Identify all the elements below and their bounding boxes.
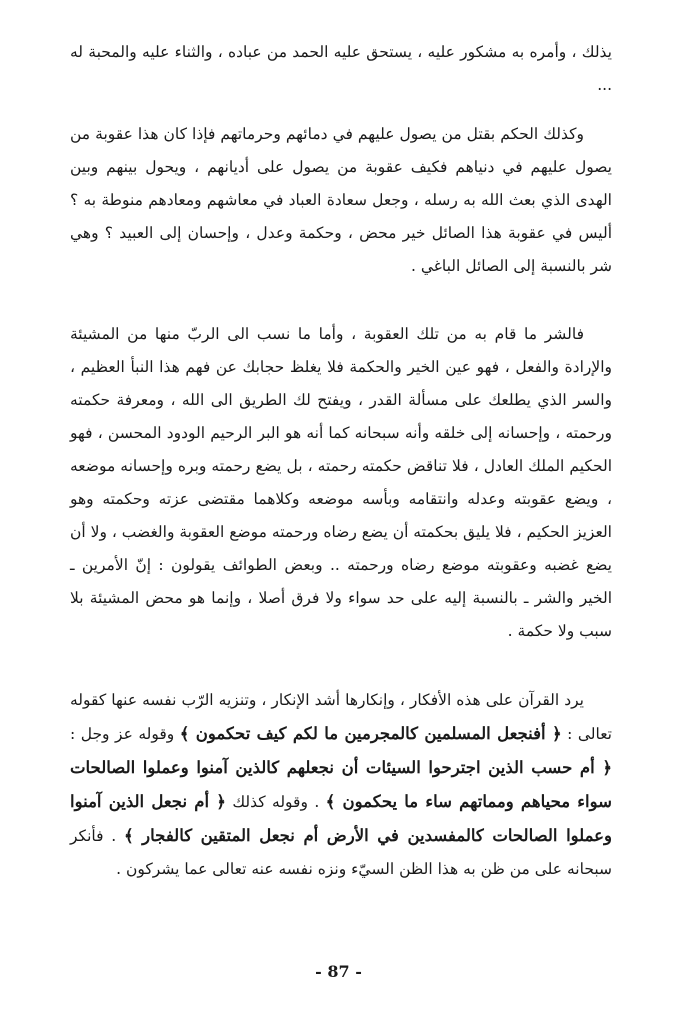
paragraph-3 — [70, 318, 612, 648]
paragraph-4 — [70, 684, 612, 886]
quran-verse-3: ﴿ أم نجعل الذين آمنوا وعملوا الصالحات كالمفسدين في الأرض أم نجعل المتقين كالفجار ﴾ — [70, 792, 612, 845]
paragraph-4-intro: يرد القرآن على هذه الأفكار ، وإنكارها أشد الإنكار ، وتنزيه الرّب نفسه عنها كقوله تعالى : — [70, 691, 613, 743]
paragraph-4-outro: . فأنكر سبحانه على من ظن به هذا الظن السيّء ونزه نفسه عنه تعالى عما يشركون . — [70, 827, 612, 878]
quran-verse-2: ﴿ أم حسب الذين اجترحوا السيئات أن نجعلهم كالذين آمنوا وعملوا الصالحات سواء محياهم ومماتهم ساء ما يحكمون ﴾ — [70, 758, 612, 811]
paragraph-4-mid-2: . وقوله كذلك — [225, 793, 326, 811]
paragraph-2 — [70, 118, 612, 283]
paragraph-4-mid-1: وقوله عز وجل : — [70, 725, 180, 743]
paragraph-3-text: فالشر ما قام به من تلك العقوبة ، وأما ما نسب الى الربّ منها من المشيئة والإرادة والفعل ، فهو عين الخير والحكمة فلا يغلظ حجابك عن فهم هذا النبأ العظيم ، والسر الذي يطلعك على مسألة القدر ، ويفتح لك الطريق الى الله ، ومعرفة حكمته ورحمته ، وإحسانه إلى خلقه وأنه سبحانه كما أنه هو البر الرحيم الودود المحسن ، فهو الحكيم الملك العادل ، فلا تناقض حكمته رحمته ، بل يضع رحمته وبره وإحسانه موضعه ، ويضع عقوبته وعدله وانتقامه وبأسه موضعه وكلاهما مقتضى عزته وحكمته وهو العزيز الحكيم ، فلا يليق بحكمته أن يضع رضاه ورحمته موضع العقوبة والغضب ، ولا أن يضع غضبه وعقوبته موضع رضاه ورحمته .. وبعض الطوائف يقولون : إنّ الأمرين ـ الخير والشر ـ بالنسبة إليه على حد سواء ولا فرق أصلا ، وإنما هو محض المشيئة بلا سبب ولا حكمة . — [69, 325, 612, 640]
quran-verse-1: ﴿ أفنجعل المسلمين كالمجرمين ما لكم كيف تحكمون ﴾ — [179, 724, 562, 743]
paragraph-1 — [70, 36, 612, 102]
paragraph-2-text: وكذلك الحكم بقتل من يصول عليهم في دمائهم وحرماتهم فإذا كان هذا عقوبة من يصول عليهم في دنياهم فكيف عقوبة من يصول على أديانهم ، ويحول بينهم وبين الهدى الذي بعث الله به رسله ، وجعل سعادة العباد في معاشهم ومعادهم منوطة به ؟ أليس في عقوبة هذا الصائل خير محض ، وحكمة وعدل ، وإحسان إلى العبيد ؟ وهي شر بالنسبة إلى الصائل الباغي . — [70, 125, 612, 275]
page-number: - 87 - — [315, 962, 362, 981]
paragraph-1-text: يذلك ، وأمره به مشكور عليه ، يستحق عليه الحمد من عباده ، والثناء عليه والمحبة له ... — [70, 43, 612, 94]
